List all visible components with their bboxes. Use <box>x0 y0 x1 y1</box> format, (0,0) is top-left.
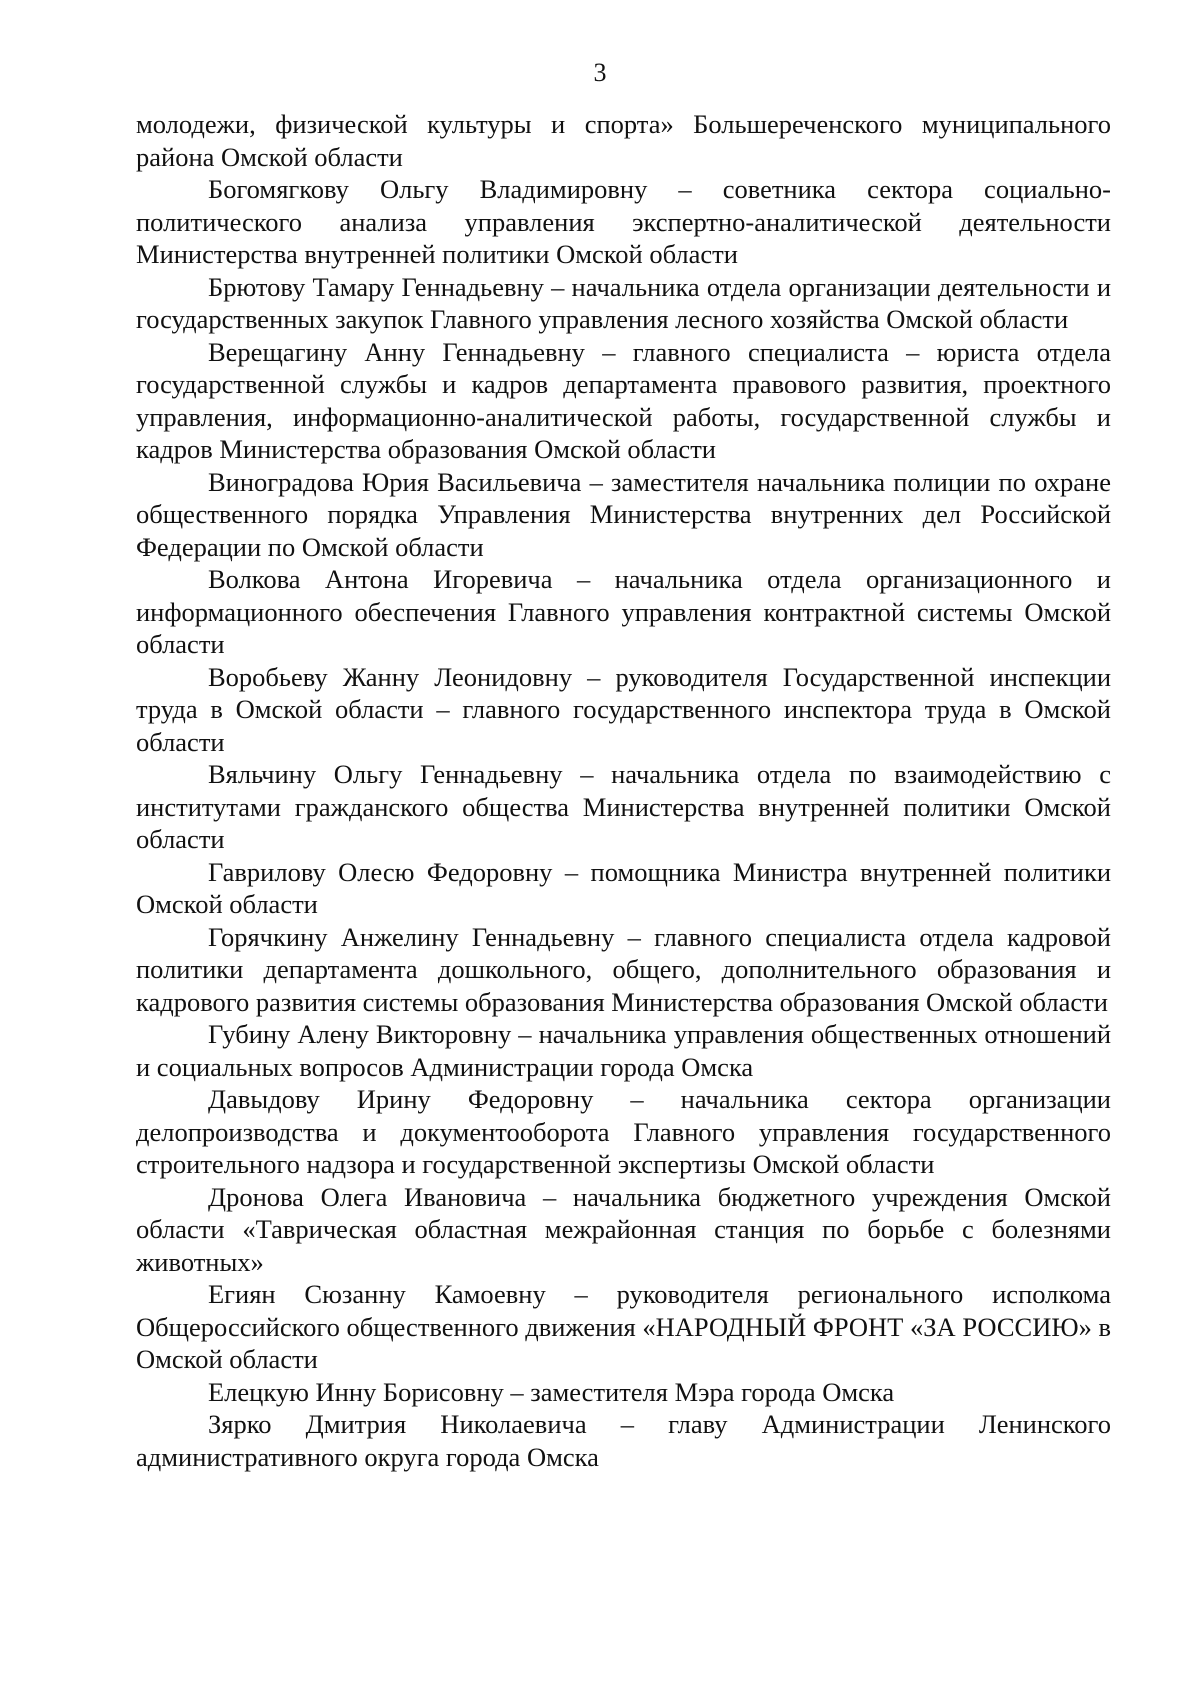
paragraph-vorobyeva: Воробьеву Жанну Леонидовну – руководителя Государственной инспекции труда в Омской области – главного государственного инспектора труда в Омской области <box>136 661 1111 757</box>
paragraph-zyarko: Зярко Дмитрия Николаевича – главу Администрации Ленинского административного округа города Омска <box>136 1409 1111 1472</box>
paragraph-gavrilova: Гаврилову Олесю Федоровну – помощника Министра внутренней политики Омской области <box>136 856 1111 919</box>
paragraph-bryutova: Брютову Тамару Геннадьевну – начальника отдела организации деятельности и государственных закупок Главного управления лесного хозяйства Омской области <box>136 271 1111 334</box>
paragraph-bogomyagkova: Богомягкову Ольгу Владимировну – советника сектора социально-политического анализа управления экспертно-аналитической деятельности Министерства внутренней политики Омской области <box>136 174 1111 269</box>
paragraph-vinogradov: Виноградова Юрия Васильевича – заместителя начальника полиции по охране общественного порядка Управления Министерства внутренних дел Российской Федерации по Омской области <box>136 466 1111 562</box>
paragraph-egiyan: Егиян Сюзанну Камоевну – руководителя регионального исполкома Общероссийского общественного движения «НАРОДНЫЙ ФРОНТ «ЗА РОССИЮ» в Омской области <box>136 1279 1111 1374</box>
paragraph-goryachkina: Горячкину Анжелину Геннадьевну – главного специалиста отдела кадровой политики департамента дошкольного, общего, дополнительного образования и кадрового развития системы образования Министерства образования Омской области <box>136 921 1111 1017</box>
document-body <box>136 108 1111 1473</box>
paragraph-continuation: молодежи, физической культуры и спорта» Большереченского муниципального района Омской области <box>136 109 1111 172</box>
page-number: 3 <box>593 58 607 87</box>
paragraph-vereshchagina: Верещагину Анну Геннадьевну – главного специалиста – юриста отдела государственной службы и кадров департамента правового развития, проектного управления, информационно-аналитической работы, государственной службы и кадров Министерства образования Омской области <box>136 336 1111 464</box>
paragraph-vyalchina: Вяльчину Ольгу Геннадьевну – начальника отдела по взаимодействию с институтами гражданского общества Министерства внутренней политики Омской области <box>136 759 1111 854</box>
paragraph-davydova: Давыдову Ирину Федоровну – начальника сектора организации делопроизводства и документооборота Главного управления государственного строительного надзора и государственной экспертизы Омской области <box>136 1084 1111 1179</box>
paragraph-volkov: Волкова Антона Игоревича – начальника отдела организационного и информационного обеспечения Главного управления контрактной системы Омской области <box>136 564 1111 659</box>
paragraph-gubina: Губину Алену Викторовну – начальника управления общественных отношений и социальных вопросов Администрации города Омска <box>136 1019 1111 1082</box>
paragraph-dronov: Дронова Олега Ивановича – начальника бюджетного учреждения Омской области «Таврическая областная межрайонная станция по борьбе с болезнями животных» <box>136 1181 1111 1277</box>
paragraph-eletskaya: Елецкую Инну Борисовну – заместителя Мэра города Омска <box>208 1376 895 1407</box>
